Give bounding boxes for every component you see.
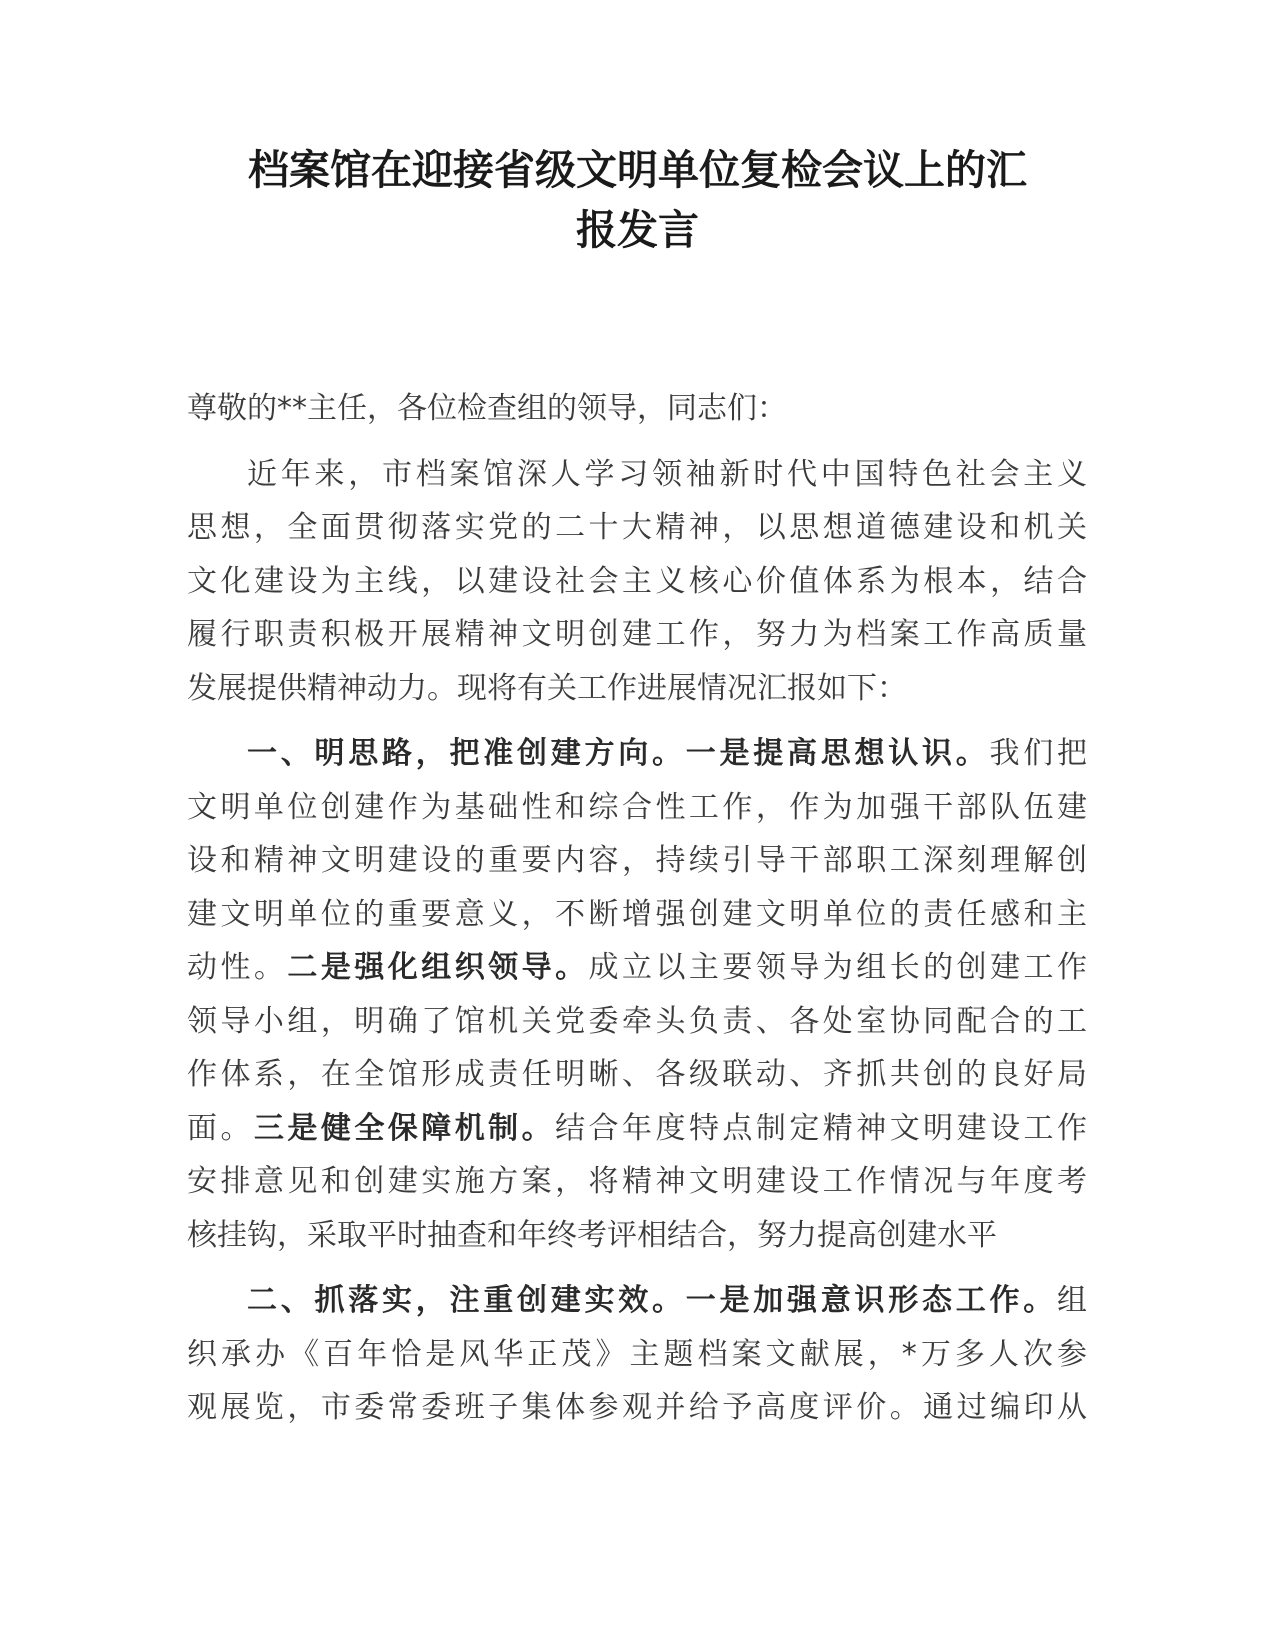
section-1-line-1 bbox=[187, 727, 1087, 781]
section-1-line-9: 安排意见和创建实施方案，将精神文明建设工作情况与年度考 bbox=[187, 1164, 1087, 1199]
intro-line-4: 履行职责积极开展精神文明创建工作，努力为档案工作高质量 bbox=[187, 617, 1087, 652]
intro-line-5: 发展提供精神动力。现将有关工作进展情况汇报如下： bbox=[187, 670, 907, 706]
intro-paragraph bbox=[187, 448, 1087, 716]
title-line-1: 档案馆在迎接省级文明单位复检会议上的汇 bbox=[248, 146, 1027, 194]
section-1-sub-3: 三是健全保障机制。 bbox=[253, 1110, 556, 1146]
section-2-paragraph bbox=[187, 1274, 1087, 1435]
section-1-line-4: 建文明单位的重要意义，不断增强创建文明单位的责任感和主 bbox=[187, 896, 1087, 932]
section-1-line-10: 核挂钩，采取平时抽查和年终考评相结合，努力提高创建水平 bbox=[187, 1217, 997, 1253]
title-line-2: 报发言 bbox=[576, 206, 699, 254]
section-1-line-5 bbox=[187, 941, 1087, 995]
section-2-line-2: 织承办《百年恰是风华正茂》主题档案文献展，*万多人次参 bbox=[187, 1336, 1087, 1372]
section-1-line-3: 设和精神文明建设的重要内容，持续引导干部职工深刻理解创 bbox=[187, 843, 1087, 878]
section-1-line-5-tail: 成立以主要领导为组长的创建工作 bbox=[588, 950, 1088, 985]
section-2-line-3: 观展览，市委常委班子集体参观并给予高度评价。通过编印从 bbox=[187, 1390, 1087, 1425]
intro-line-3: 文化建设为主线，以建设社会主义核心价值体系为根本，结合 bbox=[187, 563, 1087, 599]
section-1-paragraph bbox=[187, 727, 1087, 1262]
document-title bbox=[180, 140, 1095, 260]
section-2-line-1 bbox=[187, 1274, 1087, 1328]
section-2-sub-1: 一是加强意识形态工作。 bbox=[685, 1283, 1057, 1318]
section-1-line-6: 领导小组，明确了馆机关党委牵头负责、各处室协同配合的工 bbox=[187, 1003, 1087, 1039]
document-body bbox=[187, 382, 1087, 1435]
section-1-line-8 bbox=[187, 1102, 1087, 1156]
intro-line-2: 思想，全面贯彻落实党的二十大精神，以思想道德建设和机关 bbox=[187, 510, 1087, 545]
section-1-line-7: 作体系，在全馆形成责任明晰、各级联动、齐抓共创的良好局 bbox=[187, 1057, 1087, 1092]
section-1-line-2: 文明单位创建作为基础性和综合性工作，作为加强干部队伍建 bbox=[187, 789, 1087, 825]
section-1-sub-2: 二是强化组织领导。 bbox=[287, 950, 589, 985]
section-1-heading: 一、明思路，把准创建方向。 bbox=[247, 736, 686, 771]
section-1-line-5-head: 动性。 bbox=[187, 950, 288, 985]
salutation: 尊敬的**主任，各位检查组的领导，同志们： bbox=[187, 391, 787, 426]
section-1-sub-1: 一是提高思想认识。 bbox=[685, 736, 990, 771]
section-1-line-1-tail: 我们把 bbox=[989, 736, 1087, 771]
section-2-heading: 二、抓落实，注重创建实效。 bbox=[247, 1283, 686, 1318]
section-1-line-8-tail: 结合年度特点制定精神文明建设工作 bbox=[555, 1110, 1088, 1146]
intro-line-1: 近年来，市档案馆深人学习领袖新时代中国特色社会主义 bbox=[247, 456, 1087, 492]
section-2-line-1-tail: 组 bbox=[1057, 1283, 1087, 1318]
section-1-line-8-head: 面。 bbox=[187, 1110, 254, 1146]
